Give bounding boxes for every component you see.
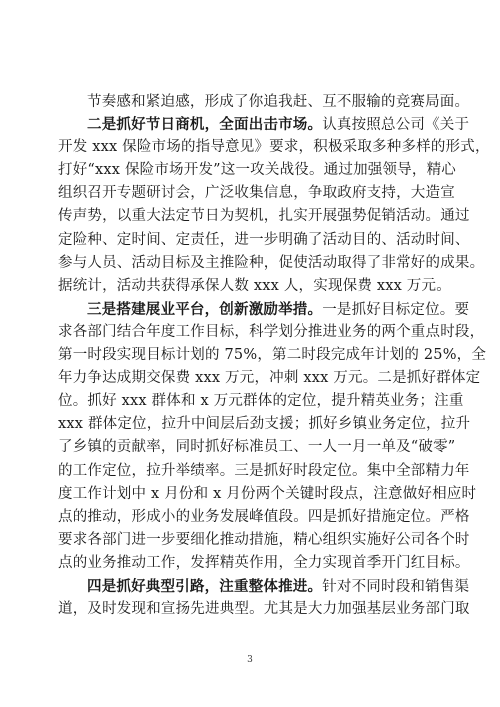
text-line [58, 90, 470, 113]
line-text: 参与人员、活动目标及主推险种，促使活动取得了非常好的成果。 [58, 254, 485, 271]
section-heading: 二是抓好节日商机，全面出击市场。 [87, 116, 323, 134]
line-text: 求各部门结合年度工作目标，科学划分推进业务的两个重点时段， [58, 323, 485, 340]
text-line [58, 321, 485, 344]
text-line [58, 460, 470, 483]
line-text: 认真按照总公司《关于 [322, 117, 470, 134]
text-line [58, 506, 470, 529]
text-line [58, 113, 470, 136]
line-text: 传声势，以重大法定节日为契机，扎实开展强势促销活动。通过 [58, 208, 470, 225]
line-text: 打好“xxx 保险市场开发”这一攻关战役。通过加强领导，精心 [58, 162, 456, 179]
text-line [58, 390, 464, 413]
line-text: 针对不同时段和销售渠 [322, 578, 470, 595]
line-text: 一是抓好目标定位。要 [322, 301, 470, 318]
text-line [58, 275, 451, 298]
text-line [58, 252, 485, 275]
text-line [58, 552, 470, 575]
section-heading: 三是搭建展业平台，创新激励举措。 [87, 300, 323, 318]
page-number: 3 [247, 655, 253, 665]
line-text: 定险种、定时间、定责任，进一步明确了活动目的、活动时间、 [58, 231, 470, 248]
body-text [58, 90, 490, 621]
line-text: 要求各部门进一步要细化推动措施，精心组织实施好公司各个时 [58, 531, 470, 548]
line-text: 年力争达成期交保费 xxx 万元，冲刺 xxx 万元。二是抓好群体定 [58, 370, 481, 387]
text-line [58, 598, 470, 621]
text-line [58, 182, 455, 205]
line-text: 第一时段实现目标计划的 75%，第二时段完成年计划的 25%，全 [58, 347, 487, 364]
section-heading: 四是抓好典型引路，注重整体推进。 [87, 577, 323, 595]
text-line [58, 575, 470, 598]
text-line [58, 298, 470, 321]
line-text: 开发 xxx 保险市场的指导意见》要求，积极采取多种多样的形式， [58, 139, 490, 156]
text-line [58, 159, 456, 182]
text-line [58, 413, 471, 436]
line-text: xxx 群体定位，拉升中间层后劲支援；抓好乡镇业务定位，拉升 [58, 416, 471, 433]
text-line [58, 436, 456, 459]
text-line [58, 367, 481, 390]
text-line [58, 483, 477, 506]
line-text: 节奏感和紧迫感，形成了你追我赶、互不服输的竞赛局面。 [87, 94, 470, 110]
line-text: 点的推动，形成小的业务发展峰值段。四是抓好措施定位。严格 [58, 508, 470, 525]
line-text: 度工作计划中 x 月份和 x 月份两个关键时段点，注意做好相应时 [58, 485, 477, 502]
text-line [58, 205, 470, 228]
line-text: 的工作定位，拉升举绩率。三是抓好时段定位。集中全部精力年 [58, 462, 470, 479]
line-text: 道，及时发现和宣扬先进典型。尤其是大力加强基层业务部门取 [58, 601, 470, 618]
line-text: 据统计，活动共获得承保人数 xxx 人，实现保费 xxx 万元。 [58, 277, 451, 294]
line-text: 点的业务推动工作，发挥精英作用，全力实现首季开门红目标。 [58, 554, 470, 571]
line-text: 组织召开专题研讨会，广泛收集信息，争取政府支持，大造宣 [58, 185, 455, 202]
text-line [58, 529, 470, 552]
line-text: 了乡镇的贡献率，同时抓好标准员工、一人一月一单及“破零” [58, 439, 456, 456]
text-line [58, 344, 487, 367]
text-line [58, 136, 490, 159]
text-line [58, 229, 470, 252]
line-text: 位。抓好 xxx 群体和 x 万元群体的定位，提升精英业务；注重 [58, 393, 464, 410]
